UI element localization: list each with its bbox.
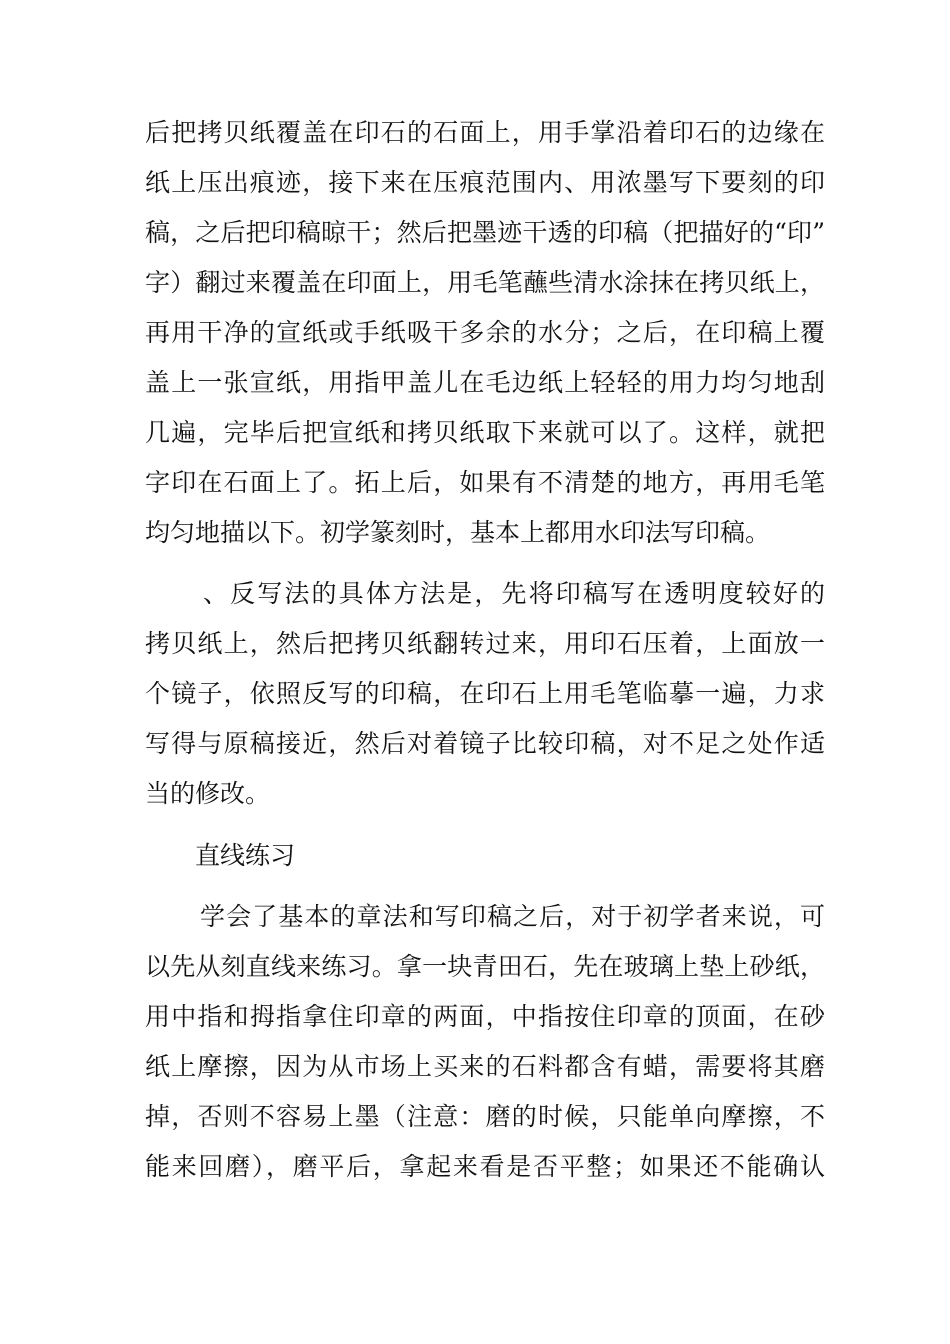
text-line: 能来回磨），磨平后，拿起来看是否平整；如果还不能确认: [145, 1152, 825, 1181]
text-line: 稿，之后把印稿晾干；然后把墨迹干透的印稿（把描好的“印”: [145, 218, 825, 247]
text-line: 个镜子，依照反写的印稿，在印石上用毛笔临摹一遍，力求: [145, 679, 825, 708]
text-line: 字印在石面上了。拓上后，如果有不清楚的地方，再用毛笔: [145, 468, 825, 497]
text-line: 字）翻过来覆盖在印面上，用毛笔蘸些清水涂抹在拷贝纸上，: [145, 268, 825, 297]
text-line: 写得与原稿接近，然后对着镜子比较印稿，对不足之处作适: [145, 729, 825, 758]
text-line: 以先从刻直线来练习。拿一块青田石，先在玻璃上垫上砂纸，: [145, 952, 825, 981]
text-line: 用中指和拇指拿住印章的两面，中指按住印章的顶面，在砂: [145, 1002, 825, 1031]
section-heading: 直线练习: [195, 841, 296, 870]
text-line: 纸上摩擦，因为从市场上买来的石料都含有蜡，需要将其磨: [145, 1052, 825, 1081]
text-line: 后把拷贝纸覆盖在印石的石面上，用手掌沿着印石的边缘在: [145, 118, 825, 147]
text-line: 当的修改。: [145, 779, 271, 808]
text-line: 再用干净的宣纸或手纸吸干多余的水分；之后，在印稿上覆: [145, 318, 825, 347]
text-line: 盖上一张宣纸，用指甲盖儿在毛边纸上轻轻的用力均匀地刮: [145, 368, 825, 397]
text-line: 学会了基本的章法和写印稿之后，对于初学者来说，可: [200, 902, 825, 931]
text-line: 几遍，完毕后把宣纸和拷贝纸取下来就可以了。这样，就把: [145, 418, 825, 447]
text-line: 拷贝纸上，然后把拷贝纸翻转过来，用印石压着，上面放一: [145, 629, 825, 658]
text-line: 、反写法的具体方法是，先将印稿写在透明度较好的: [203, 579, 825, 608]
text-line: 纸上压出痕迹，接下来在压痕范围内、用浓墨写下要刻的印: [145, 168, 825, 197]
text-line: 均匀地描以下。初学篆刻时，基本上都用水印法写印稿。: [145, 518, 771, 547]
text-line: 掉，否则不容易上墨（注意：磨的时候，只能单向摩擦，不: [145, 1102, 825, 1131]
